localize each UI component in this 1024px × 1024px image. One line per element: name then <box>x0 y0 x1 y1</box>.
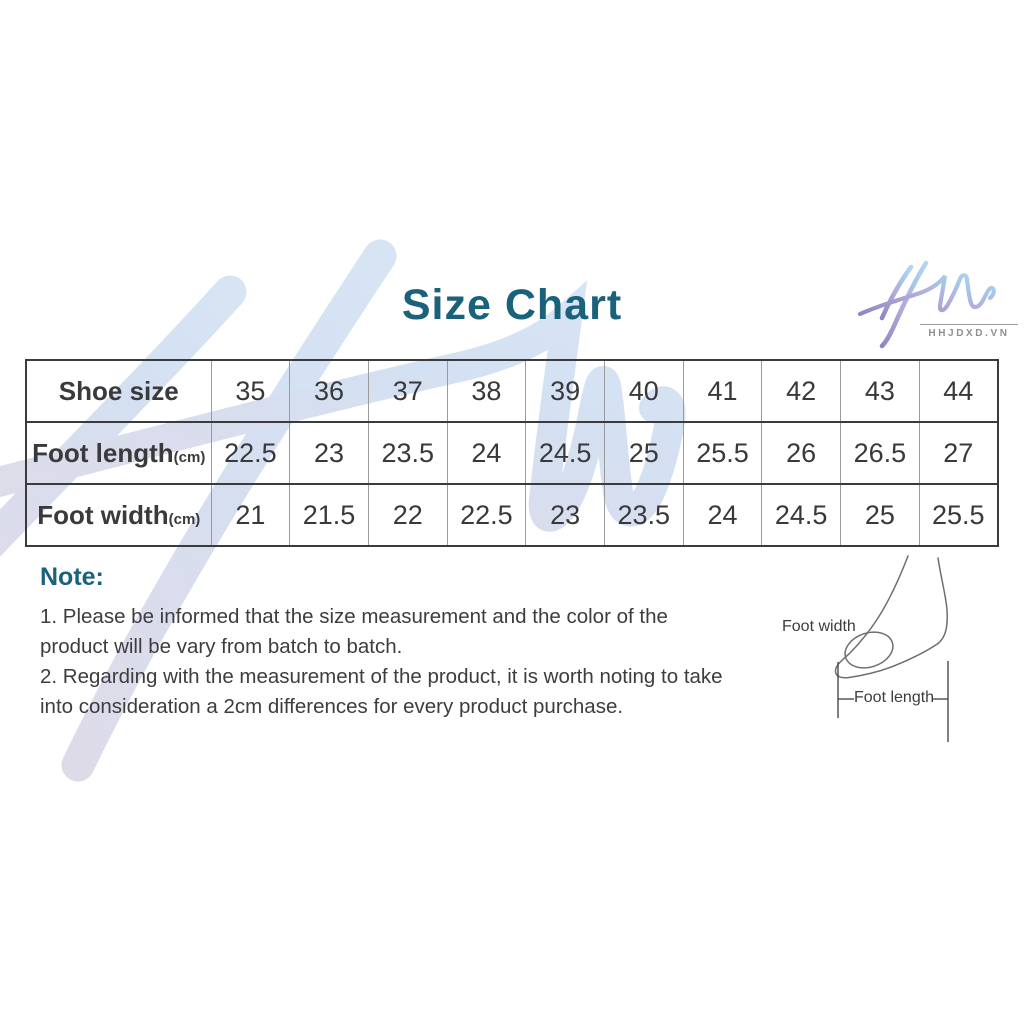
size-value-cell: 25 <box>841 484 920 546</box>
size-value-cell: 44 <box>919 360 998 422</box>
size-table <box>25 359 999 547</box>
size-value-cell: 24 <box>683 484 762 546</box>
note-heading: Note: <box>40 563 104 591</box>
brand-logo <box>856 258 1018 354</box>
size-value-cell: 43 <box>841 360 920 422</box>
size-value-cell: 41 <box>683 360 762 422</box>
table-row-foot-width <box>26 484 998 546</box>
row-unit-text: (cm) <box>173 448 206 466</box>
size-value-cell: 23 <box>526 484 605 546</box>
size-value-cell: 36 <box>290 360 369 422</box>
note-item-2: 2. Regarding with the measurement of the product, it is worth noting to take into consideration a 2cm differences for every product purchase. <box>40 665 723 718</box>
size-value-cell: 26 <box>762 422 841 484</box>
size-value-cell: 21.5 <box>290 484 369 546</box>
size-value-cell: 25.5 <box>683 422 762 484</box>
size-value-cell: 38 <box>447 360 526 422</box>
size-value-cell: 22.5 <box>211 422 290 484</box>
row-label-text: Foot width <box>37 499 169 530</box>
size-value-cell: 22 <box>368 484 447 546</box>
size-value-cell: 37 <box>368 360 447 422</box>
note-item-1: 1. Please be informed that the size measurement and the color of the product will be vary from batch to batch. <box>40 605 668 658</box>
foot-width-label: Foot width <box>782 618 856 635</box>
row-label-text: Foot length <box>32 437 174 468</box>
table-row-foot-length <box>26 422 998 484</box>
size-value-cell: 27 <box>919 422 998 484</box>
table-row-shoe-size <box>26 360 998 422</box>
foot-length-label: Foot length <box>854 689 935 706</box>
row-label-text: Shoe size <box>58 375 179 406</box>
size-value-cell: 26.5 <box>841 422 920 484</box>
size-value-cell: 24.5 <box>526 422 605 484</box>
page-title: Size Chart <box>401 281 623 329</box>
size-value-cell: 22.5 <box>447 484 526 546</box>
foot-outline-illustration <box>780 548 1012 748</box>
foot-diagram <box>780 548 1020 752</box>
size-value-cell: 40 <box>604 360 683 422</box>
size-value-cell: 25 <box>604 422 683 484</box>
note-section <box>40 563 740 722</box>
size-value-cell: 42 <box>762 360 841 422</box>
size-value-cell: 39 <box>526 360 605 422</box>
size-value-cell: 24 <box>447 422 526 484</box>
size-value-cell: 24.5 <box>762 484 841 546</box>
row-label-shoe-size <box>26 360 211 422</box>
row-unit-text: (cm) <box>168 510 201 528</box>
logo-divider <box>920 324 1018 325</box>
size-value-cell: 25.5 <box>919 484 998 546</box>
size-value-cell: 23.5 <box>604 484 683 546</box>
row-label-foot-width <box>26 484 211 546</box>
size-value-cell: 21 <box>211 484 290 546</box>
size-value-cell: 35 <box>211 360 290 422</box>
row-label-foot-length <box>26 422 211 484</box>
logo-domain-text: HHJDXD.VN <box>928 328 1010 339</box>
size-value-cell: 23 <box>290 422 369 484</box>
size-value-cell: 23.5 <box>368 422 447 484</box>
